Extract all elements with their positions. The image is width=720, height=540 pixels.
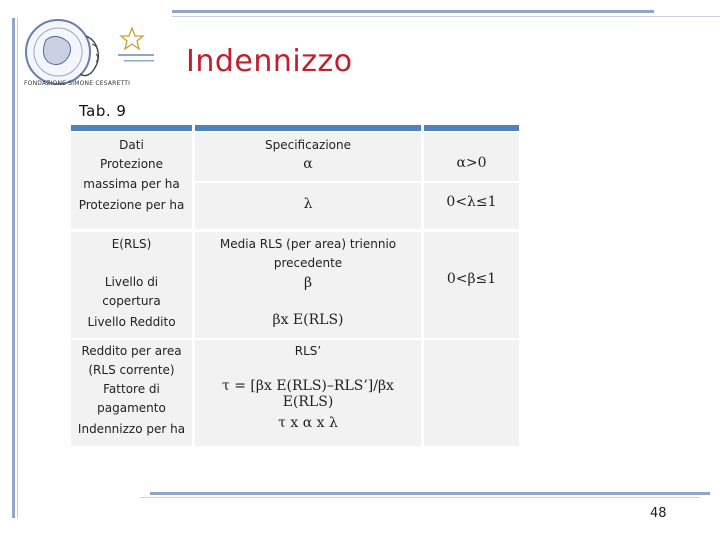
page-number: 48 [650,506,667,521]
cell-lambda-condition: 0<λ≤1 [446,194,497,210]
cell-beta-e-rls: βx E(RLS) [272,312,344,328]
top-rule [172,10,654,13]
cell-indennizzo-formula: τ x α x λ [278,415,338,431]
bottom-rule-thin [140,497,700,498]
cell-alpha: α [303,156,313,172]
cell-dati: Dati [119,138,144,152]
bottom-rule [150,492,710,495]
table-header-bar-col2 [195,125,421,131]
cell-protezione-massima-line1: Protezione [99,157,164,171]
table-header-bar-col3 [424,125,519,131]
table-label: Tab. 9 [79,102,127,120]
cell-livello-reddito: Livello Reddito [87,315,176,329]
cell-fattore-line1: Fattore di [103,382,160,396]
cell-indennizzo: Indennizzo per ha [77,422,186,436]
table-cell [424,340,519,446]
cell-alpha-condition: α>0 [456,155,487,171]
cell-protezione-massima-line2: massima per ha [83,177,180,191]
cell-rls-prime: RLS’ [294,344,322,358]
cell-livello-copertura-line2: copertura [102,294,161,308]
cell-tau-formula: τ = [βx E(RLS)–RLS’]/βx E(RLS) [222,378,394,410]
cell-lambda: λ [303,196,313,212]
frame-left-line [12,18,15,518]
cell-beta: β [303,275,313,291]
cell-protezione-per-ha: Protezione per ha [78,198,185,212]
cell-fattore-line2: pagamento [97,401,166,415]
page-title: Indennizzo [186,44,353,79]
cell-e-rls: E(RLS) [111,237,152,251]
cell-media-rls-line2: precedente [273,256,343,270]
cell-specificazione: Specificazione [264,138,352,152]
cell-media-rls-line1: Media RLS (per area) triennio [219,237,397,251]
cell-reddito-area-line1: Reddito per area [81,344,182,358]
cell-livello-copertura-line1: Livello di [104,275,159,289]
cell-reddito-area-line2: (RLS corrente) [88,363,175,377]
cell-beta-condition: 0<β≤1 [446,271,497,287]
top-rule-thin [172,16,720,17]
logo-caption: FONDAZIONE SIMONE CESARETTI [24,80,131,87]
frame-left-line-thin [17,18,18,518]
table-header-bar-col1 [71,125,192,131]
